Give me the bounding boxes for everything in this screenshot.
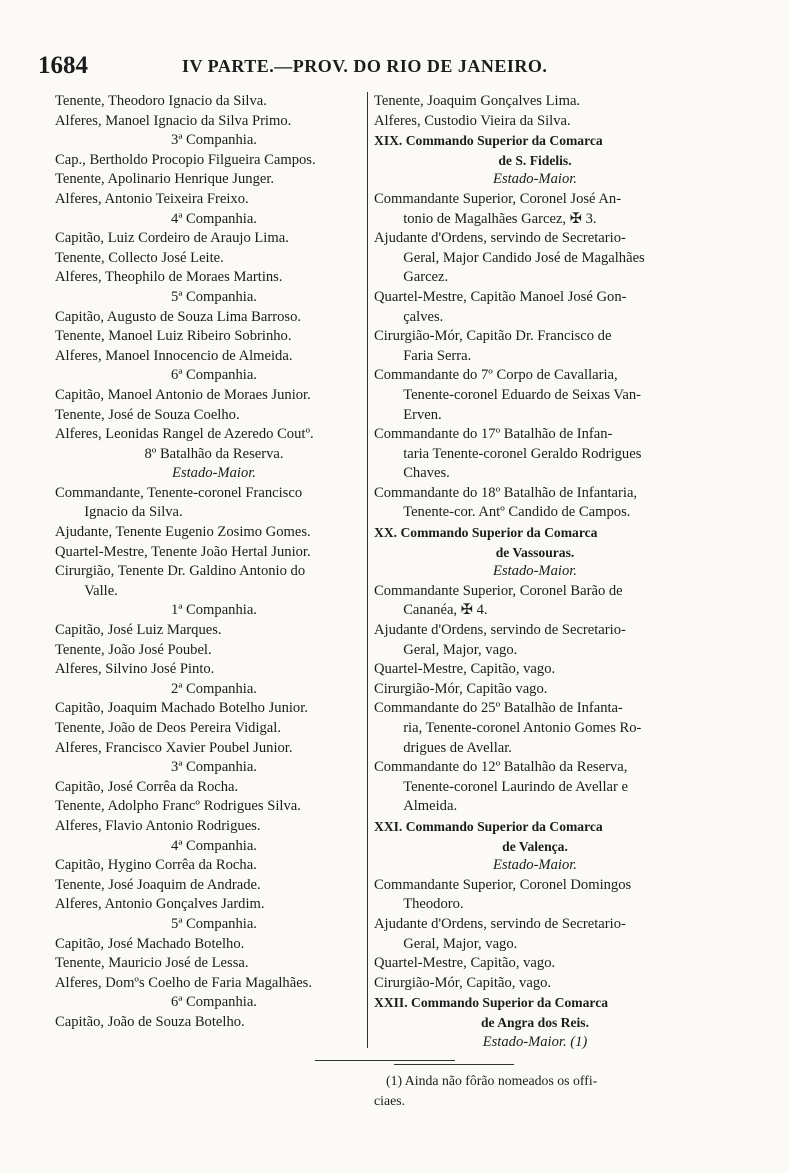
section-heading: 8º Batalhão da Reserva. <box>144 445 284 462</box>
text-line: Commandante, Tenente-coronel Francisco <box>55 484 303 501</box>
command-heading <box>374 993 696 1013</box>
staff-heading: Estado-Maior. (1) <box>482 1033 588 1050</box>
text-line: Alferes, Theophilo de Moraes Martins. <box>55 269 283 286</box>
text-line: Tenente, Collecto José Leite. <box>55 249 224 266</box>
text-line: Tenente-cor. Antº Candido de Campos. <box>403 504 631 521</box>
text-line: Commandante do 7º Corpo de Cavallaria, <box>374 367 618 384</box>
right-column <box>374 92 696 1110</box>
command-numeral: XXII. <box>374 995 408 1011</box>
command-subtitle: de Angra dos Reis. <box>480 1014 589 1030</box>
text-line: Alferes, Silvino José Pinto. <box>55 661 215 678</box>
text-line: Ajudante d'Ordens, servindo de Secretario- <box>374 915 626 932</box>
section-heading: 3ª Companhia. <box>171 759 257 776</box>
text-line: Capitão, Augusto de Souza Lima Barroso. <box>55 308 302 325</box>
text-line: Quartel-Mestre, Capitão Manoel José Gon- <box>374 288 627 305</box>
footnote <box>374 1071 696 1110</box>
text-line: Valle. <box>84 582 118 599</box>
text-line: çalves. <box>403 308 444 325</box>
text-line: tonio de Magalhães Garcez, ✠ 3. <box>403 210 597 227</box>
section-heading: 5ª Companhia. <box>171 915 257 932</box>
command-heading <box>374 817 696 837</box>
text-line: Tenente, Adolpho Francº Rodrigues Silva. <box>55 798 301 815</box>
command-subtitle: de Valença. <box>502 838 568 854</box>
text-line: Ajudante d'Ordens, servindo de Secretario- <box>374 230 626 247</box>
section-heading: 2ª Companhia. <box>171 680 257 697</box>
text-line: Alferes, Antonio Gonçalves Jardim. <box>55 896 265 913</box>
text-line: Tenente-coronel Eduardo de Seixas Van- <box>403 386 641 403</box>
staff-heading: Estado-Maior. <box>493 563 577 580</box>
command-heading <box>374 131 696 151</box>
text-line: Alferes, Manoel Ignacio da Silva Primo. <box>55 112 292 129</box>
text-line: Cap., Bertholdo Procopio Filgueira Campos. <box>55 151 316 168</box>
section-heading: 5ª Companhia. <box>171 288 257 305</box>
text-line: Tenente, João José Poubel. <box>55 641 212 658</box>
text-line: Alferes, Manoel Innocencio de Almeida. <box>55 347 293 364</box>
text-line: Commandante do 12º Batalhão da Reserva, <box>374 759 628 776</box>
text-line: Ajudante d'Ordens, servindo de Secretario- <box>374 622 626 639</box>
section-heading: 1ª Companhia. <box>171 602 257 619</box>
text-line: Commandante do 17º Batalhão de Infan- <box>374 426 613 443</box>
text-line: Alferes, Custodio Vieira da Silva. <box>374 112 571 129</box>
command-numeral: XIX. <box>374 133 403 149</box>
section-heading: 4ª Companhia. <box>171 210 257 227</box>
text-line: Tenente, Apolinario Henrique Junger. <box>55 171 275 188</box>
text-line: Geral, Major Candido José de Magalhães <box>403 249 645 266</box>
text-line: Capitão, João de Souza Botelho. <box>55 1013 245 1030</box>
text-line: Cirurgião-Mór, Capitão vago. <box>374 680 548 697</box>
text-line: Theodoro. <box>403 896 464 913</box>
command-title: Commando Superior da Comarca <box>405 133 603 149</box>
text-line: Commandante do 25º Batalhão de Infanta- <box>374 700 623 717</box>
text-line: Capitão, José Machado Botelho. <box>55 935 245 952</box>
text-line: Cananéa, ✠ 4. <box>403 602 488 619</box>
text-line: Capitão, Luiz Cordeiro de Araujo Lima. <box>55 230 289 247</box>
text-line: Cirurgião-Mór, Capitão, vago. <box>374 974 552 991</box>
text-line: Tenente, Mauricio José de Lessa. <box>55 955 249 972</box>
text-line: Alferes, Antonio Teixeira Freixo. <box>55 190 249 207</box>
command-numeral: XX. <box>374 525 398 541</box>
command-title: Commando Superior da Comarca <box>411 995 609 1011</box>
command-subtitle: de Vassouras. <box>495 544 575 560</box>
command-heading <box>374 523 696 543</box>
text-line: Tenente-coronel Laurindo de Avellar e <box>403 778 628 795</box>
command-title: Commando Superior da Comarca <box>405 818 603 834</box>
text-line: Alferes, Francisco Xavier Poubel Junior. <box>55 739 293 756</box>
command-subtitle: de S. Fidelis. <box>498 152 572 168</box>
staff-heading: Estado-Maior. <box>493 171 577 188</box>
section-heading: 3ª Companhia. <box>171 132 257 149</box>
text-line: Alferes, Domºs Coelho de Faria Magalhães. <box>55 974 313 991</box>
text-line: Alferes, Flavio Antonio Rodrigues. <box>55 817 261 834</box>
text-line: taria Tenente-coronel Geraldo Rodrigues <box>403 445 642 462</box>
staff-heading: Estado-Maior. <box>172 465 256 482</box>
text-line: Geral, Major, vago. <box>403 641 518 658</box>
footnote-line: ciaes. <box>374 1092 406 1108</box>
text-line: Tenente, José Joaquim de Andrade. <box>55 876 261 893</box>
footnote-rule <box>394 1064 514 1065</box>
staff-heading: Estado-Maior. <box>493 857 577 874</box>
left-column <box>55 92 373 1033</box>
text-line: Garcez. <box>403 269 449 286</box>
page-header <box>0 52 789 88</box>
text-line: Quartel-Mestre, Capitão, vago. <box>374 955 556 972</box>
text-line: Ajudante, Tenente Eugenio Zosimo Gomes. <box>55 524 311 541</box>
text-line: Capitão, Joaquim Machado Botelho Junior. <box>55 700 308 717</box>
text-line: Capitão, José Corrêa da Rocha. <box>55 778 239 795</box>
text-line: Capitão, Hygino Corrêa da Rocha. <box>55 857 257 874</box>
text-line: Geral, Major, vago. <box>403 935 518 952</box>
text-line: Cirurgião-Mór, Capitão Dr. Francisco de <box>374 328 612 345</box>
text-line: Faria Serra. <box>403 347 472 364</box>
text-line: Quartel-Mestre, Capitão, vago. <box>374 661 556 678</box>
text-line: ria, Tenente-coronel Antonio Gomes Ro- <box>403 720 642 736</box>
text-line: Tenente, José de Souza Coelho. <box>55 406 240 423</box>
command-title: Commando Superior da Comarca <box>400 525 598 541</box>
text-line: Commandante Superior, Coronel Domingos <box>374 876 632 893</box>
text-line: Almeida. <box>403 798 458 815</box>
text-line: Tenente, Theodoro Ignacio da Silva. <box>55 93 267 109</box>
text-line: Commandante Superior, Coronel José An- <box>374 190 622 207</box>
section-heading: 4ª Companhia. <box>171 837 257 854</box>
text-line: drigues de Avellar. <box>403 739 512 756</box>
right-column-entries <box>374 92 696 1052</box>
text-line: Alferes, Leonidas Rangel de Azeredo Coutº. <box>55 426 314 443</box>
text-line: Commandante do 18º Batalhão de Infantaria, <box>374 484 638 501</box>
text-line: Ignacio da Silva. <box>84 504 183 521</box>
text-line: Commandante Superior, Coronel Barão de <box>374 582 623 599</box>
page-number: 1684 <box>38 52 88 79</box>
section-heading: 6ª Companhia. <box>171 367 257 384</box>
text-line: Chaves. <box>403 465 450 482</box>
footnote-line: (1) Ainda não fôrão nomeados os offi- <box>386 1073 598 1089</box>
text-line: Cirurgião, Tenente Dr. Galdino Antonio do <box>55 563 306 580</box>
bottom-rule <box>315 1060 455 1061</box>
command-numeral: XXI. <box>374 818 403 834</box>
text-line: Tenente, João de Deos Pereira Vidigal. <box>55 720 281 736</box>
text-line: Tenente, Manoel Luiz Ribeiro Sobrinho. <box>55 328 292 345</box>
text-line: Capitão, José Luiz Marques. <box>55 622 222 639</box>
text-line: Quartel-Mestre, Tenente João Hertal Junior. <box>55 543 311 560</box>
running-title: IV PARTE.—PROV. DO RIO DE JANEIRO. <box>182 56 548 76</box>
section-heading: 6ª Companhia. <box>171 994 257 1011</box>
text-line: Tenente, Joaquim Gonçalves Lima. <box>374 93 581 109</box>
text-line: Capitão, Manoel Antonio de Moraes Junior. <box>55 386 311 403</box>
text-line: Erven. <box>403 406 442 423</box>
